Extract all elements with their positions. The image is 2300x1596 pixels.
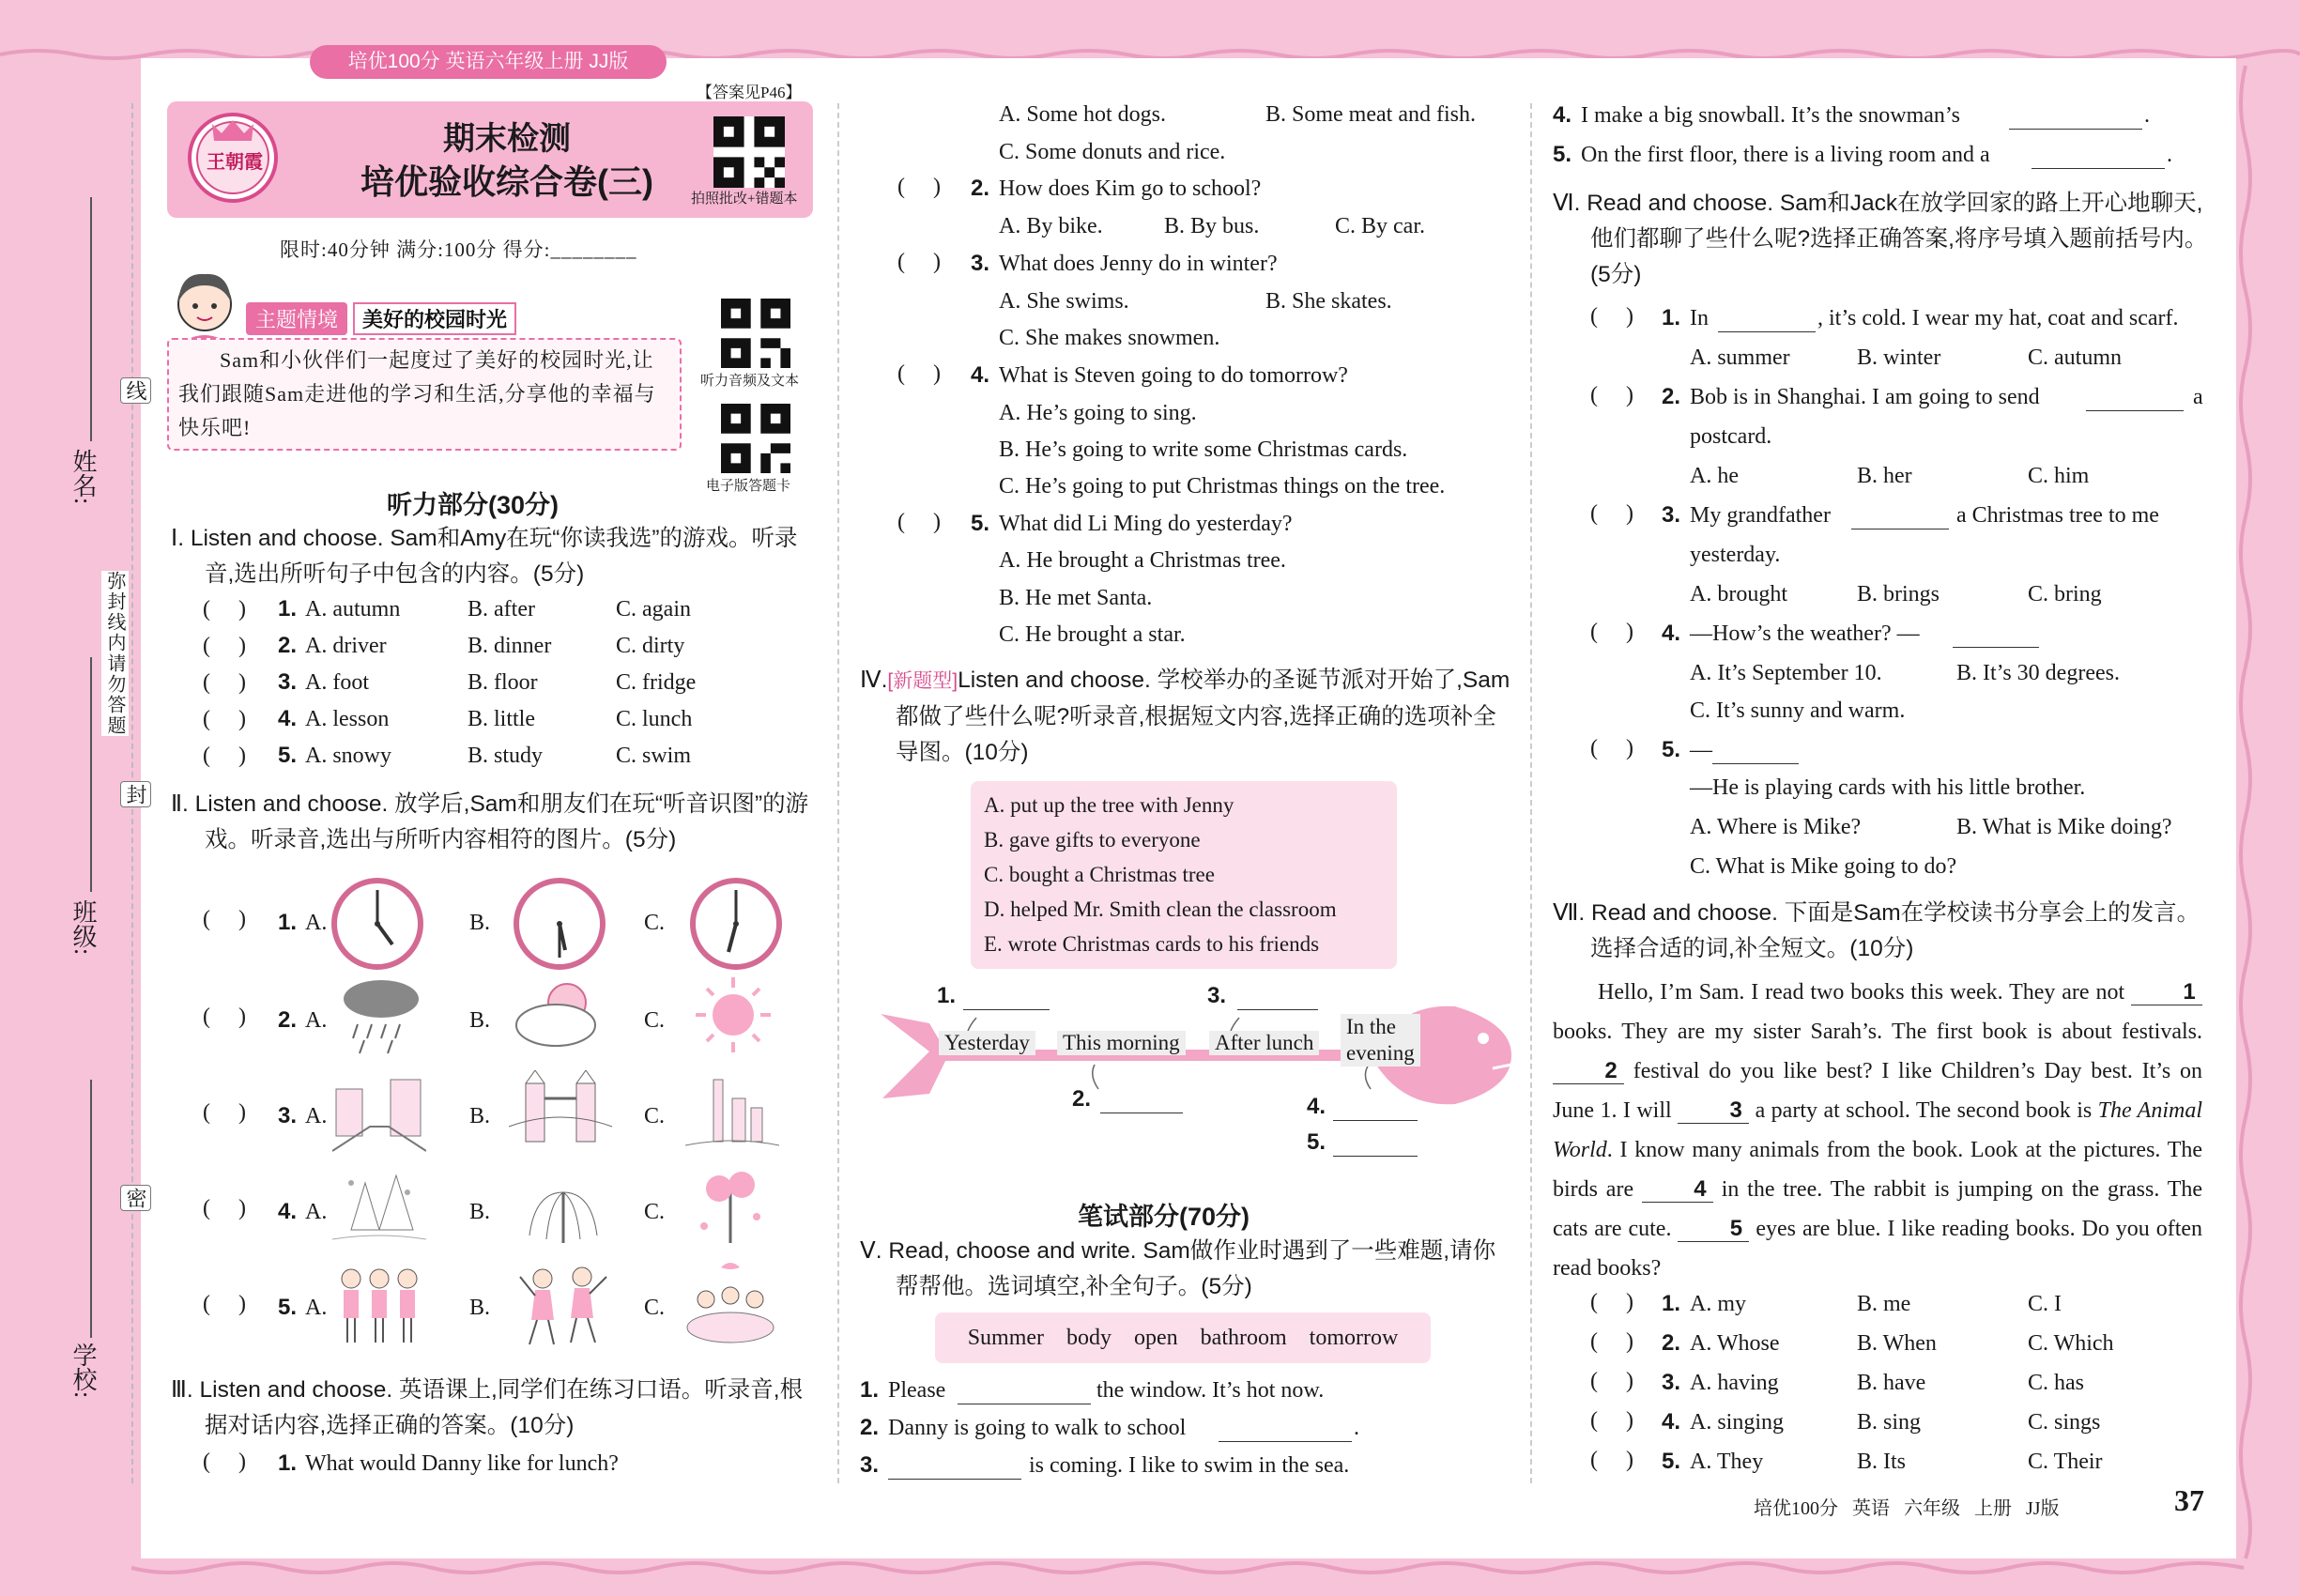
kids-picnic-icon[interactable] [683,1258,777,1348]
s2-num-3: 3. [278,1103,298,1128]
secret-mark: 密 [120,1185,151,1211]
s5-num-3: 3. [860,1452,880,1478]
writing-title: 笔试部分(70分) [1078,1203,1250,1231]
s5-q3-b: is coming. I like to swim in the sea. [1029,1453,1350,1478]
s3-q4-a: A. He’s going to sing. [999,401,1197,425]
s6-blank-5[interactable] [1712,742,1799,764]
s3-q2-c: C. By car. [1335,214,1425,238]
s7-b-2: B. When [1857,1331,1937,1356]
s2-b-4: B. [469,1200,491,1224]
s7-a-2: A. Whose [1690,1331,1780,1356]
s7-paren-2[interactable]: ( ) [1590,1329,1633,1354]
s3-q3-c: C. She makes snowmen. [999,326,1220,350]
s7-num-5: 5. [1662,1449,1681,1474]
s1-c-1: C. again [616,597,691,622]
s6-num-3: 3. [1662,502,1681,528]
s4-title-text: Listen and choose. 学校举办的圣诞节派对开始了,Sam都做了些什么呢?听录音,根据短文内容,选择正确的选项补全导图。(10分) [896,668,1510,765]
fish-num-1: 1. [937,983,957,1008]
s3-q3-text: What does Jenny do in winter? [999,252,1278,276]
s1-paren-1[interactable]: ( ) [203,597,246,622]
section-2-title: Ⅱ. Listen and choose. 放学后,Sam和朋友们在玩“听音识图”的游戏。听录音,选出与所听内容相符的图片。(5分) [171,791,809,852]
theme-title: 美好的校园时光 [353,302,516,335]
s2-b-5: B. [469,1296,491,1320]
s6-num-5: 5. [1662,737,1681,762]
s6-q3-opt-c: C. bring [2028,582,2102,606]
s6-q5-opt-a: A. Where is Mike? [1690,815,1862,839]
s6-paren-4[interactable]: ( ) [1590,620,1633,644]
s6-paren-2[interactable]: ( ) [1590,383,1633,407]
s6-q1-opt-b: B. winter [1857,345,1941,370]
s6-q3-a: My grandfather [1690,503,1831,528]
autumn-tree-icon[interactable] [685,1164,779,1249]
s3-num-2: 2. [971,176,990,201]
s3-num-4: 4. [971,362,990,388]
tower-bridge-icon[interactable] [509,1070,612,1155]
s6-q2-opt-c: C. him [2028,464,2090,488]
s7-b-5: B. Its [1857,1450,1907,1474]
s5-q2-a: Danny is going to walk to school [888,1416,1187,1440]
s6-q4-opt-a: A. It’s September 10. [1690,661,1882,685]
s1-num-3: 3. [278,669,298,695]
s2-a-5: A. [305,1296,328,1320]
sun-cloud-icon[interactable] [511,973,614,1057]
s2-paren-2[interactable]: ( ) [203,1005,246,1029]
passage-p13: eyes are [1756,1217,1831,1241]
s3-paren-1[interactable]: ( ) [203,1450,246,1474]
s1-a-5: A. snowy [305,744,392,768]
s3-num-3: 3. [971,251,990,276]
header-tab: 培优100分 英语六年级上册 JJ版 [310,45,667,79]
passage-p14: blue. I like reading books. Do you often read books? [1553,1217,2203,1281]
passage-p12: rabbit is jumping on the grass. The cats are cute. [1553,1177,2203,1241]
sun-icon[interactable] [691,973,775,1057]
s6-q1-opt-a: A. summer [1690,345,1790,370]
s1-c-5: C. swim [616,744,692,768]
s3-paren-2[interactable]: ( ) [897,175,941,199]
passage [1553,973,2202,1288]
s3-num-5: 5. [971,511,990,536]
s3-num-1: 1. [278,1450,298,1476]
s5-num-2: 2. [860,1415,880,1440]
logo-text: 王朝霞 [207,152,263,173]
s5-blank-4[interactable] [2009,107,2142,130]
intro-text: Sam和小伙伴们一起度过了美好的校园时光,让我们跟随Sam走进他的学习和生活,分享他的幸福与快乐吧! [178,348,656,439]
s2-a-4: A. [305,1200,328,1224]
s3-q2-b: B. By bus. [1164,214,1260,238]
exam-meta: 限时:40分钟 满分:100分 得分:________ [280,238,637,261]
school-label: 学校: [69,1343,97,1399]
passage-blank-1[interactable]: 1 [2131,980,2202,1005]
fish-label-evening [1341,1014,1420,1067]
s2-num-4: 4. [278,1199,298,1224]
s6-q5-b: —He is playing cards with his little brother. [1690,775,2086,800]
section-5-title: Ⅴ. Read, choose and write. Sam做作业时遇到了一些难题,请你帮帮他。选词填空,补全句子。(5分) [860,1238,1496,1299]
s6-q3-opt-b: B. brings [1857,582,1940,606]
city-skyline-icon[interactable] [685,1070,779,1155]
s6-q4-opt-c: C. It’s sunny and warm. [1690,698,1906,723]
s3-paren-5[interactable]: ( ) [897,510,941,534]
s6-num-4: 4. [1662,621,1681,646]
listening-title: 听力部分(30分) [387,491,560,519]
s3-q1-text: What would Danny like for lunch? [305,1451,619,1476]
s2-b-3: B. [469,1104,491,1128]
s6-paren-3[interactable]: ( ) [1590,501,1633,526]
exam-title: 期末检测 [443,121,571,157]
s4-option-d: D. helped Mr. Smith clean the classroom [984,898,1337,921]
s7-b-3: B. have [1857,1371,1926,1395]
s5-blank-2[interactable] [1219,1420,1352,1442]
s7-num-1: 1. [1662,1291,1681,1316]
s6-q3-c: yesterday. [1690,543,1781,567]
s1-a-4: A. lesson [305,707,390,731]
fish-label-yesterday: Yesterday [939,1031,1035,1055]
s6-q2-a: Bob is in Shanghai. I am going to send [1690,385,2040,409]
footer-text: 培优100分 英语 六年级 上册 JJ版 [1754,1498,2060,1519]
s3-q4-c: C. He’s going to put Christmas things on the tree. [999,474,1446,499]
fish-num-2: 2. [1072,1086,1092,1112]
s4-num: Ⅳ. [860,668,888,693]
s3-paren-4[interactable]: ( ) [897,361,941,386]
book-title: The Animal World [1553,1098,2203,1162]
page-number: 37 [2174,1483,2204,1517]
exam-subtitle: 培优验收综合卷(三) [360,162,653,201]
passage-p5: Day best. It’s on June 1. I will [1553,1059,2203,1123]
evening-line-2: evening [1346,1041,1415,1065]
qr-code-3[interactable] [721,404,790,473]
word-bank: Summer body open bathroom tomorrow [935,1312,1431,1363]
qr-caption-2: 听力音频及文本 [700,374,800,389]
s7-num-2: 2. [1662,1330,1681,1356]
s7-c-5: C. Their [2028,1450,2103,1474]
s5-num-4: 4. [1553,102,1572,128]
s2-b-1: B. [469,911,491,935]
street-scene-icon[interactable] [332,1070,426,1155]
s6-q3-opt-a: A. brought [1690,582,1787,606]
fish-label-lunch: After lunch [1209,1031,1319,1055]
s1-b-2: B. dinner [468,634,552,658]
line-mark: 线 [120,377,151,404]
s7-b-1: B. me [1857,1292,1911,1316]
girl-avatar [167,265,242,349]
s1-c-3: C. fridge [616,670,697,695]
kids-dancing-icon[interactable] [516,1258,610,1348]
s6-q5-opt-b: B. What is Mike doing? [1956,815,2172,839]
clock-icon-a[interactable] [330,877,424,971]
passage-p6: a party at school. The [1755,1098,1952,1123]
fish-label-morning: This morning [1057,1031,1186,1055]
s1-paren-2[interactable]: ( ) [203,634,246,658]
s5-blank-3[interactable] [888,1457,1021,1480]
evening-line-1: In the [1346,1015,1397,1038]
s5-q4-dot: . [2144,103,2150,128]
snow-trees-icon[interactable] [332,1164,426,1249]
s4-option-c: C. bought a Christmas tree [984,863,1215,886]
qr-code-1[interactable] [713,116,785,188]
s3-paren-3[interactable]: ( ) [897,250,941,274]
s1-a-3: A. foot [305,670,369,695]
s2-paren-5[interactable]: ( ) [203,1292,246,1316]
s2-num-1: 1. [278,910,298,935]
s6-paren-5[interactable]: ( ) [1590,736,1633,760]
fish-num-4: 4. [1307,1094,1326,1119]
passage-p2: books. They are my sister Sarah’s. The first book is [1553,1020,2053,1044]
qr-caption-3: 电子版答题卡 [706,479,791,494]
name-line [90,197,92,441]
s7-a-4: A. singing [1690,1410,1785,1435]
s5-num-5: 5. [1553,142,1572,167]
clock-icon-c[interactable] [689,877,783,971]
s6-q1-opt-c: C. autumn [2028,345,2122,370]
s6-q4-opt-b: B. It’s 30 degrees. [1956,661,2120,685]
passage-p4: festival do you like best? I like Children’s [1633,1059,2035,1083]
clock-icon-b[interactable] [513,877,606,971]
s6-q2-b: a [2193,385,2203,409]
s1-num-5: 5. [278,743,298,768]
s2-c-1: C. [644,911,666,935]
s3-q5-c: C. He brought a star. [999,622,1186,647]
s5-q2-dot: . [1354,1416,1359,1440]
s3-q3-b: B. She skates. [1265,289,1392,314]
s2-c-2: C. [644,1008,666,1033]
s4-option-b: B. gave gifts to everyone [984,828,1201,852]
s5-num-1: 1. [860,1377,880,1403]
passage-blank-3[interactable]: 3 [1678,1098,1749,1124]
seal-warning: 弥封线内请勿答题 [101,571,129,736]
s3-q2-text: How does Kim go to school? [999,176,1262,201]
s6-q1-a: In [1690,306,1709,330]
s7-c-4: C. sings [2028,1410,2101,1435]
s7-a-5: A. They [1690,1450,1764,1474]
qr-code-2[interactable] [721,299,790,368]
s1-b-5: B. study [468,744,544,768]
s1-c-4: C. lunch [616,707,693,731]
passage-dot: . [1606,1138,1613,1162]
section-4-title [860,663,1517,771]
name-label: 姓名: [69,449,97,505]
s7-paren-4[interactable]: ( ) [1590,1408,1633,1433]
section-3-title: Ⅲ. Listen and choose. 英语课上,同学们在练习口语。听录音,根据对话内容,选择正确的答案。(10分) [171,1377,804,1438]
s3-q1-b: B. Some meat and fish. [1265,102,1476,127]
column-divider-1 [837,103,839,1483]
s5-q5-a: On the first floor, there is a living room and a [1581,143,1990,167]
s6-q3-b: a Christmas tree to me [1956,503,2159,528]
s1-b-1: B. after [468,597,535,622]
s1-paren-3[interactable]: ( ) [203,670,246,695]
s3-q1-a: A. Some hot dogs. [999,102,1167,127]
class-label: 班级: [69,899,97,956]
fish-num-3: 3. [1207,983,1227,1008]
new-type-tag: [新题型] [887,670,958,692]
s3-q4-text: What is Steven going to do tomorrow? [999,363,1348,388]
passage-p0: Hello, I’m Sam. I read two books this week. They are [1598,980,2090,1005]
s6-q2-opt-b: B. her [1857,464,1912,488]
s6-q5-a: — [1690,738,1712,762]
s6-q5-opt-c: C. What is Mike going to do? [1690,854,1957,879]
s6-q2-opt-a: A. he [1690,464,1739,488]
s7-paren-1[interactable]: ( ) [1590,1290,1633,1314]
s3-q5-b: B. He met Santa. [999,586,1153,610]
s1-a-1: A. autumn [305,597,401,622]
section-1-title: Ⅰ. Listen and choose. Sam和Amy在玩“你读我选”的游戏。听录音,选出所听句子中包含的内容。(5分) [171,526,798,587]
fish-num-5: 5. [1307,1129,1326,1155]
s2-c-5: C. [644,1296,666,1320]
s2-c-4: C. [644,1200,666,1224]
s6-num-1: 1. [1662,305,1681,330]
kids-standing-icon[interactable] [332,1258,426,1348]
s7-num-3: 3. [1662,1370,1681,1395]
s2-num-2: 2. [278,1007,298,1033]
passage-blank-5[interactable]: 5 [1678,1217,1749,1242]
s1-paren-5[interactable]: ( ) [203,744,246,768]
fishbone-diagram [873,986,1521,1174]
seal-mark: 封 [120,781,151,807]
s5-blank-5[interactable] [2032,146,2165,169]
s2-a-2: A. [305,1008,328,1033]
section-7-title: Ⅶ. Read and choose. 下面是Sam在学校读书分享会上的发言。选择合适的词,补全短文。(10分) [1553,900,2200,961]
s3-q5-text: What did Li Ming do yesterday? [999,512,1293,536]
fish-blank-2[interactable] [1100,1091,1183,1113]
s3-q3-a: A. She swims. [999,289,1129,314]
fish-blank-1[interactable] [963,988,1050,1010]
s1-num-4: 4. [278,706,298,731]
s6-blank-3[interactable] [1851,507,1949,529]
s1-b-3: B. floor [468,670,538,695]
s6-blank-2[interactable] [2086,389,2184,411]
column-divider-2 [1530,103,1532,1483]
class-line [90,657,92,892]
s2-c-3: C. [644,1104,666,1128]
answer-ref: 【答案见P46】 [697,84,802,101]
s6-q4-a: —How’s the weather? — [1690,622,1920,646]
fish-blank-5[interactable] [1333,1134,1418,1157]
s1-c-2: C. dirty [616,634,685,658]
s2-a-3: A. [305,1104,328,1128]
s2-num-5: 5. [278,1295,298,1320]
s2-a-1: A. [305,911,328,935]
fish-blank-3[interactable] [1237,988,1318,1010]
s1-paren-4[interactable]: ( ) [203,707,246,731]
passage-p3: about festivals. [2062,1020,2203,1044]
theme-label: 主题情境 [246,302,347,335]
s7-c-1: C. I [2028,1292,2062,1316]
s1-a-2: A. driver [305,634,387,658]
s6-paren-1[interactable]: ( ) [1590,304,1633,329]
s2-paren-3[interactable]: ( ) [203,1100,246,1125]
passage-blank-4[interactable]: 4 [1642,1177,1713,1203]
s5-q1-a: Please [888,1378,946,1403]
s6-blank-1[interactable] [1718,310,1816,332]
s3-q5-a: A. He brought a Christmas tree. [999,548,1286,573]
s7-num-4: 4. [1662,1409,1681,1435]
passage-p7: second book is [1956,1098,2093,1123]
s2-b-2: B. [469,1008,491,1033]
s1-num-1: 1. [278,596,298,622]
s7-paren-5[interactable]: ( ) [1590,1448,1633,1472]
s1-b-4: B. little [468,707,535,731]
s5-q4-a: I make a big snowball. It’s the snowman’s [1581,103,1960,128]
s7-c-2: C. Which [2028,1331,2114,1356]
passage-p1: not [2095,980,2125,1005]
s5-q5-dot: . [2167,143,2172,167]
s4-option-a: A. put up the tree with Jenny [984,793,1234,817]
fish-blank-4[interactable] [1333,1098,1418,1121]
s7-b-4: B. sing [1857,1410,1922,1435]
s6-blank-4[interactable] [1953,625,2039,648]
s7-c-3: C. has [2028,1371,2084,1395]
willow-tree-icon[interactable] [516,1164,610,1249]
passage-p9: I know many animals from the [1619,1138,1906,1162]
s4-option-e: E. wrote Christmas cards to his friends [984,932,1320,956]
s2-paren-1[interactable]: ( ) [203,907,246,931]
s7-a-3: A. having [1690,1371,1779,1395]
s3-q2-a: A. By bike. [999,214,1103,238]
s6-q2-c: postcard. [1690,424,1772,449]
s6-num-2: 2. [1662,384,1681,409]
s2-paren-4[interactable]: ( ) [203,1196,246,1220]
s1-num-2: 2. [278,633,298,658]
s6-q1-b: , it’s cold. I wear my hat, coat and scarf. [1817,306,2179,330]
s3-q4-b: B. He’s going to write some Christmas cards. [999,437,1408,462]
s7-a-1: A. my [1690,1292,1746,1316]
school-line [90,1080,92,1338]
s3-q1-c: C. Some donuts and rice. [999,140,1226,164]
rain-icon[interactable] [334,973,428,1057]
s5-blank-1[interactable] [958,1382,1091,1404]
s5-q1-b: the window. It’s hot now. [1096,1378,1325,1403]
section-6-title: Ⅵ. Read and choose. Sam和Jack在放学回家的路上开心地聊天,他们都聊了些什么呢?选择正确答案,将序号填入题前括号内。(5分) [1553,191,2208,287]
s7-paren-3[interactable]: ( ) [1590,1369,1633,1393]
qr-caption-1: 拍照批改+错题本 [691,192,798,207]
passage-p10: book. Look at the pictures. The birds are [1553,1138,2203,1202]
passage-p11: in the tree. The [1721,1177,1865,1202]
passage-blank-2[interactable]: 2 [1553,1059,1624,1084]
